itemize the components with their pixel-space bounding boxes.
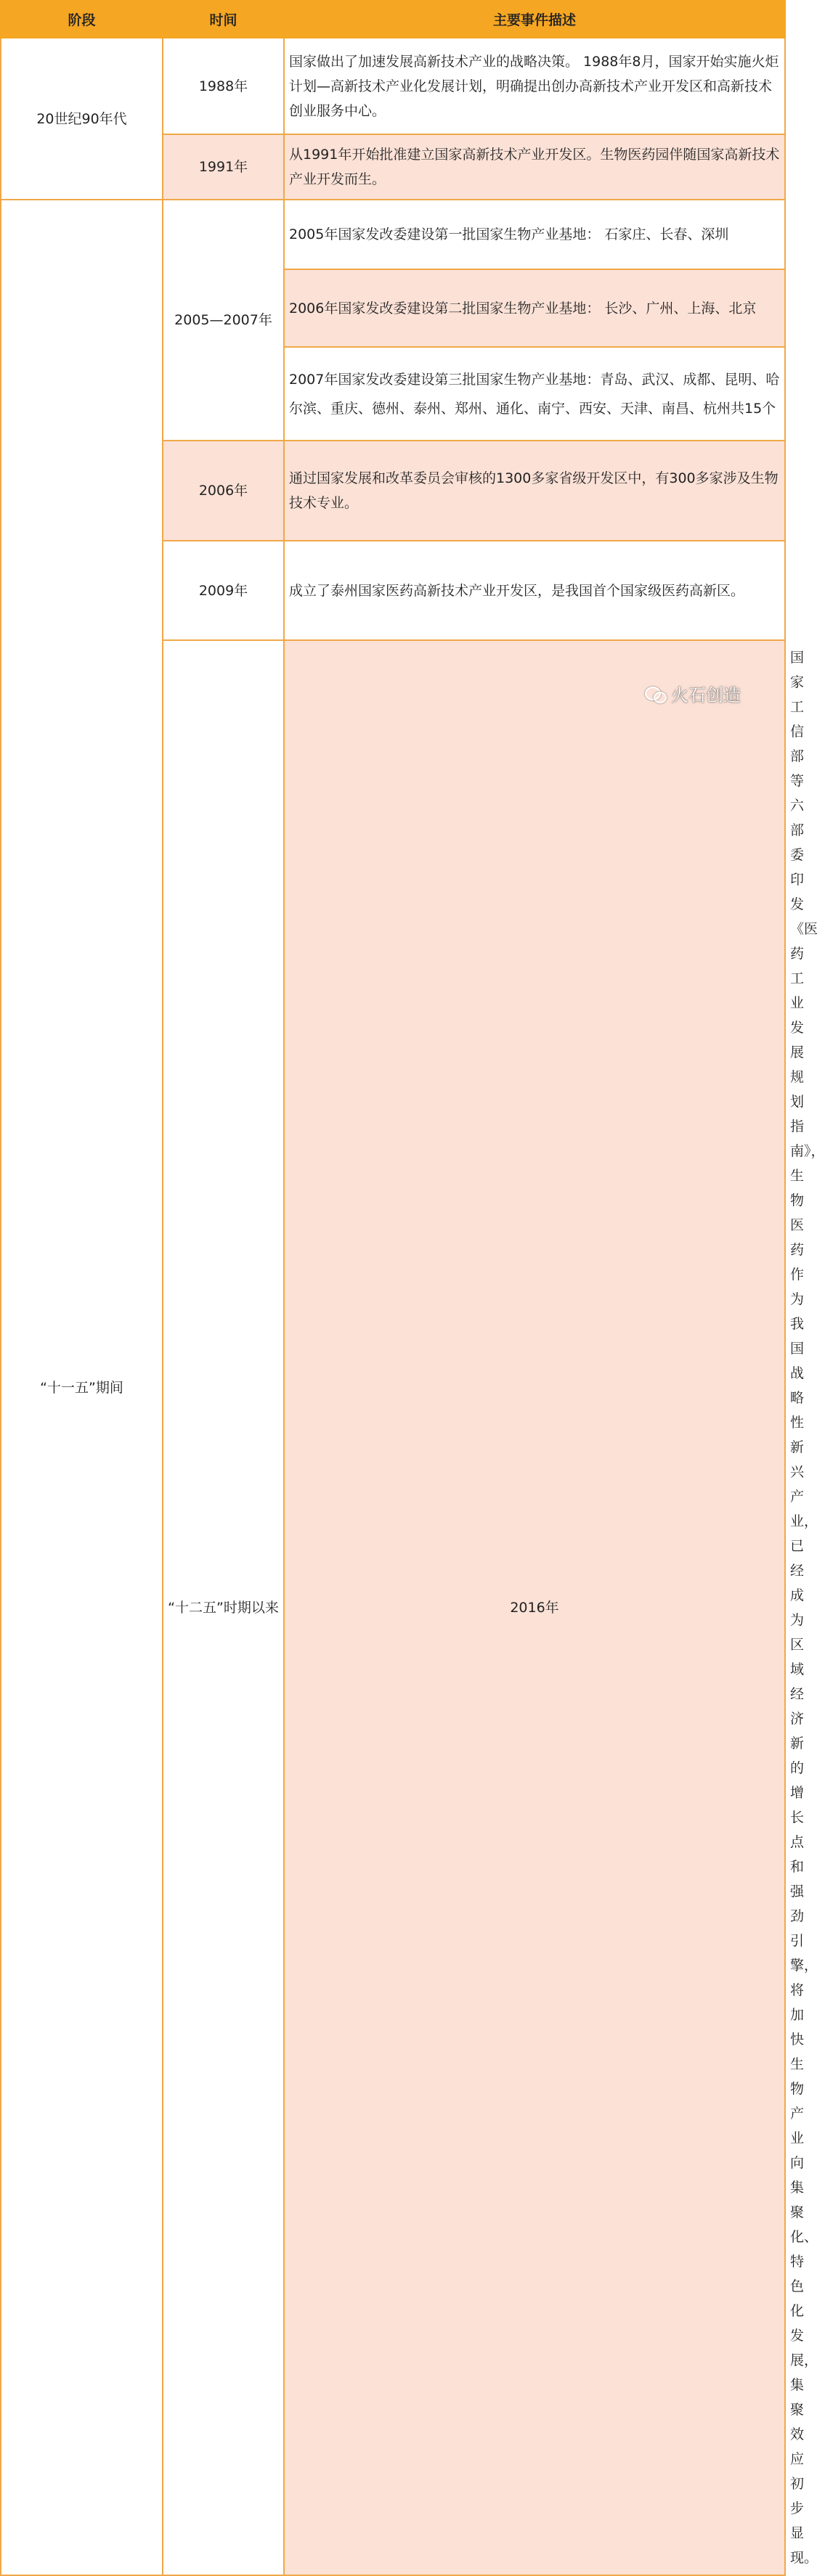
description-cell: 2005年国家发改委建设第一批国家生物产业基地： 石家庄、长春、深圳 <box>284 200 785 269</box>
header-row <box>1 1 785 38</box>
time-cell: 2005—2007年 <box>163 200 284 441</box>
table-row <box>1 38 785 134</box>
header-description: 主要事件描述 <box>284 1 785 38</box>
time-cell: 2016年 <box>284 640 785 2575</box>
header-time: 时间 <box>163 1 284 38</box>
table-row <box>1 200 785 269</box>
time-cell: 1991年 <box>163 134 284 200</box>
description-cell: 通过国家发展和改革委员会审核的1300多家省级开发区中，有300多家涉及生物技术专业。 <box>284 441 785 541</box>
time-cell: 1988年 <box>163 38 284 134</box>
description-cell: 2006年国家发改委建设第二批国家生物产业基地： 长沙、广州、上海、北京 <box>284 269 785 347</box>
description-cell: 2007年国家发改委建设第三批国家生物产业基地：青岛、武汉、成都、昆明、哈尔滨、重庆、德州、泰州、郑州、通化、南宁、西安、天津、南昌、杭州共15个 <box>284 347 785 441</box>
watermark-text: 火石创造 <box>671 685 741 706</box>
stage-cell: “十一五”期间 <box>1 200 163 2575</box>
stage-cell: 20世纪90年代 <box>1 38 163 200</box>
stage-cell: “十二五”时期以来 <box>163 640 284 2575</box>
time-cell: 2006年 <box>163 441 284 541</box>
table-row: “十二五”时期以来 2016年 国家工信部等六部委印发《医药工业发展规划指南》，生物医药作为我国战略性新兴产业，已经成为区域经济新的增长点和强劲引擎，将加快生物产业向集聚化、特色化发展，集聚效应初步显现。 <box>1 640 785 2575</box>
description-cell: 国家做出了加速发展高新技术产业的战略决策。 1988年8月，国家开始实施火炬计划—高新技术产业化发展计划，明确提出创办高新技术产业开发区和高新技术创业服务中心。 <box>284 38 785 134</box>
description-cell: 从1991年开始批准建立国家高新技术产业开发区。生物医药园伴随国家高新技术产业开发而生。 <box>284 134 785 200</box>
header-stage: 阶段 <box>1 1 163 38</box>
description-cell: 成立了泰州国家医药高新技术产业开发区，是我国首个国家级医药高新区。 <box>284 541 785 640</box>
time-cell: 2009年 <box>163 541 284 640</box>
